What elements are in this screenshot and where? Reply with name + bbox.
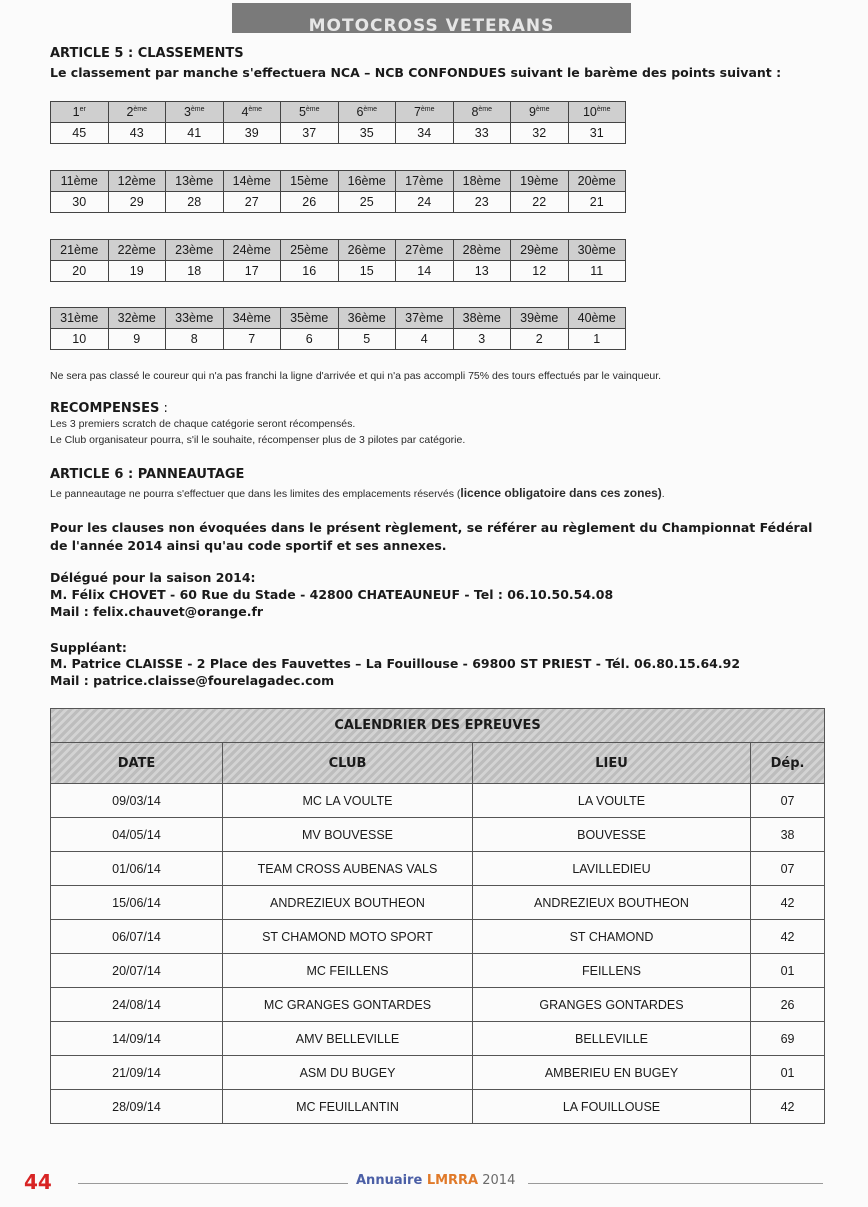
calendar-row bbox=[51, 920, 825, 954]
calendar-row bbox=[51, 818, 825, 852]
calendar-dep: 26 bbox=[751, 988, 825, 1022]
calendar-header-club: CLUB bbox=[223, 743, 473, 784]
calendar-club: MV BOUVESSE bbox=[223, 818, 473, 852]
points-table bbox=[50, 101, 626, 144]
points-cell: 15 bbox=[338, 261, 396, 282]
place-cell: 3ème bbox=[166, 102, 224, 123]
calendar-club: ST CHAMOND MOTO SPORT bbox=[223, 920, 473, 954]
points-cell: 9 bbox=[108, 329, 166, 350]
place-cell: 39ème bbox=[511, 308, 569, 329]
points-cell: 39 bbox=[223, 123, 281, 144]
points-cell: 30 bbox=[51, 192, 109, 213]
delegue-line1: M. Félix CHOVET - 60 Rue du Stade - 42800 CHATEAUNEUF - Tel : 06.10.50.54.08 bbox=[50, 587, 614, 602]
place-cell: 25ème bbox=[281, 240, 339, 261]
place-cell: 17ème bbox=[396, 171, 454, 192]
points-cell: 17 bbox=[223, 261, 281, 282]
points-cell: 1 bbox=[568, 329, 626, 350]
footer-title bbox=[356, 1173, 515, 1188]
calendar-title: CALENDRIER DES EPREUVES bbox=[51, 709, 825, 743]
calendar-lieu: ANDREZIEUX BOUTHEON bbox=[473, 886, 751, 920]
calendar-lieu: BOUVESSE bbox=[473, 818, 751, 852]
article6-title: ARTICLE 6 : PANNEAUTAGE bbox=[50, 467, 245, 482]
points-cell: 14 bbox=[396, 261, 454, 282]
classement-note: Ne sera pas classé le coureur qui n'a pas franchi la ligne d'arrivée et qui n'a pas accompli 75% des tours effectués par le vainqueur. bbox=[50, 370, 662, 382]
calendar-date: 15/06/14 bbox=[51, 886, 223, 920]
points-cell: 4 bbox=[396, 329, 454, 350]
place-cell: 8ème bbox=[453, 102, 511, 123]
points-cell: 24 bbox=[396, 192, 454, 213]
points-cell: 23 bbox=[453, 192, 511, 213]
footer-rule-right bbox=[528, 1183, 823, 1184]
recompenses-line1: Les 3 premiers scratch de chaque catégorie seront récompensés. bbox=[50, 418, 356, 430]
calendar-club: AMV BELLEVILLE bbox=[223, 1022, 473, 1056]
points-cell: 2 bbox=[511, 329, 569, 350]
calendar-club: MC FEILLENS bbox=[223, 954, 473, 988]
recompenses-sep: : bbox=[159, 401, 168, 416]
article5-intro: Le classement par manche s'effectuera NCA – NCB CONFONDUES suivant le barème des points suivant : bbox=[50, 65, 782, 80]
place-cell: 34ème bbox=[223, 308, 281, 329]
place-cell: 14ème bbox=[223, 171, 281, 192]
calendar-lieu: LAVILLEDIEU bbox=[473, 852, 751, 886]
place-cell: 5ème bbox=[281, 102, 339, 123]
points-cell: 45 bbox=[51, 123, 109, 144]
place-cell: 31ème bbox=[51, 308, 109, 329]
place-cell: 23ème bbox=[166, 240, 224, 261]
place-cell: 19ème bbox=[511, 171, 569, 192]
place-cell: 16ème bbox=[338, 171, 396, 192]
points-cell: 18 bbox=[166, 261, 224, 282]
calendar-lieu: FEILLENS bbox=[473, 954, 751, 988]
place-cell: 37ème bbox=[396, 308, 454, 329]
calendar-date: 09/03/14 bbox=[51, 784, 223, 818]
place-cell: 9ème bbox=[511, 102, 569, 123]
points-table bbox=[50, 170, 626, 213]
points-table bbox=[50, 239, 626, 282]
points-cell: 22 bbox=[511, 192, 569, 213]
calendar-row bbox=[51, 852, 825, 886]
place-cell: 4ème bbox=[223, 102, 281, 123]
clauses-line1: Pour les clauses non évoquées dans le présent règlement, se référer au règlement du Championnat Fédéral bbox=[50, 520, 813, 535]
points-cell: 33 bbox=[453, 123, 511, 144]
article6-end: . bbox=[661, 488, 665, 500]
place-cell: 26ème bbox=[338, 240, 396, 261]
calendar-date: 28/09/14 bbox=[51, 1090, 223, 1124]
points-cell: 28 bbox=[166, 192, 224, 213]
calendar-lieu: AMBERIEU EN BUGEY bbox=[473, 1056, 751, 1090]
article6-bold: licence obligatoire dans ces zones) bbox=[460, 486, 662, 500]
calendar-dep: 42 bbox=[751, 1090, 825, 1124]
points-cell: 26 bbox=[281, 192, 339, 213]
points-cell: 6 bbox=[281, 329, 339, 350]
points-cell: 35 bbox=[338, 123, 396, 144]
clauses-line2: de l'année 2014 ainsi qu'au code sportif et ses annexes. bbox=[50, 538, 447, 553]
place-cell: 12ème bbox=[108, 171, 166, 192]
calendar-date: 01/06/14 bbox=[51, 852, 223, 886]
calendar-header-dep: Dép. bbox=[751, 743, 825, 784]
delegue-mail: Mail : felix.chauvet@orange.fr bbox=[50, 604, 264, 619]
points-cell: 20 bbox=[51, 261, 109, 282]
footer-lmrra: LMRRA bbox=[426, 1173, 479, 1188]
delegue-title: Délégué pour la saison 2014: bbox=[50, 570, 256, 585]
calendar-club: TEAM CROSS AUBENAS VALS bbox=[223, 852, 473, 886]
article5-title: ARTICLE 5 : CLASSEMENTS bbox=[50, 46, 244, 61]
calendar-date: 04/05/14 bbox=[51, 818, 223, 852]
calendar-date: 21/09/14 bbox=[51, 1056, 223, 1090]
place-cell: 2ème bbox=[108, 102, 166, 123]
calendar-lieu: ST CHAMOND bbox=[473, 920, 751, 954]
calendar-row bbox=[51, 1056, 825, 1090]
points-cell: 3 bbox=[453, 329, 511, 350]
calendar-dep: 07 bbox=[751, 784, 825, 818]
calendar-row bbox=[51, 886, 825, 920]
points-cell: 16 bbox=[281, 261, 339, 282]
place-cell: 7ème bbox=[396, 102, 454, 123]
calendar-club: ASM DU BUGEY bbox=[223, 1056, 473, 1090]
points-cell: 7 bbox=[223, 329, 281, 350]
place-cell: 22ème bbox=[108, 240, 166, 261]
place-cell: 29ème bbox=[511, 240, 569, 261]
points-cell: 10 bbox=[51, 329, 109, 350]
place-cell: 32ème bbox=[108, 308, 166, 329]
points-cell: 25 bbox=[338, 192, 396, 213]
calendar-club: MC LA VOULTE bbox=[223, 784, 473, 818]
place-cell: 40ème bbox=[568, 308, 626, 329]
points-cell: 37 bbox=[281, 123, 339, 144]
points-cell: 11 bbox=[568, 261, 626, 282]
points-cell: 19 bbox=[108, 261, 166, 282]
place-cell: 21ème bbox=[51, 240, 109, 261]
calendar-header-lieu: LIEU bbox=[473, 743, 751, 784]
suppleant-line1: M. Patrice CLAISSE - 2 Place des Fauvettes – La Fouillouse - 69800 ST PRIEST - Tél. 06.80.15.64.92 bbox=[50, 656, 741, 671]
calendar-body bbox=[51, 784, 825, 1124]
calendar-lieu: LA VOULTE bbox=[473, 784, 751, 818]
calendar-row bbox=[51, 988, 825, 1022]
place-cell: 33ème bbox=[166, 308, 224, 329]
points-cell: 8 bbox=[166, 329, 224, 350]
calendar-header-date: DATE bbox=[51, 743, 223, 784]
calendar-lieu: LA FOUILLOUSE bbox=[473, 1090, 751, 1124]
points-cell: 13 bbox=[453, 261, 511, 282]
footer-annuaire: Annuaire bbox=[356, 1173, 427, 1188]
article6-text bbox=[50, 486, 665, 500]
place-cell: 28ème bbox=[453, 240, 511, 261]
points-cell: 21 bbox=[568, 192, 626, 213]
points-cell: 12 bbox=[511, 261, 569, 282]
suppleant-title: Suppléant: bbox=[50, 640, 127, 655]
points-cell: 34 bbox=[396, 123, 454, 144]
calendar-date: 24/08/14 bbox=[51, 988, 223, 1022]
place-cell: 6ème bbox=[338, 102, 396, 123]
article6-body: Le panneautage ne pourra s'effectuer que dans les limites des emplacements réservés ( bbox=[50, 488, 461, 500]
calendar-club: ANDREZIEUX BOUTHEON bbox=[223, 886, 473, 920]
calendar-row bbox=[51, 1090, 825, 1124]
points-cell: 32 bbox=[511, 123, 569, 144]
calendar-club: MC FEUILLANTIN bbox=[223, 1090, 473, 1124]
recompenses-title: RECOMPENSES bbox=[50, 401, 160, 416]
calendar-dep: 01 bbox=[751, 954, 825, 988]
calendar-date: 14/09/14 bbox=[51, 1022, 223, 1056]
calendar-date: 06/07/14 bbox=[51, 920, 223, 954]
place-cell: 13ème bbox=[166, 171, 224, 192]
section-banner: MOTOCROSS VETERANS bbox=[232, 3, 631, 33]
place-cell: 27ème bbox=[396, 240, 454, 261]
place-cell: 24ème bbox=[223, 240, 281, 261]
suppleant-mail: Mail : patrice.claisse@fourelagadec.com bbox=[50, 673, 335, 688]
calendar-row bbox=[51, 1022, 825, 1056]
place-cell: 10ème bbox=[568, 102, 626, 123]
place-cell: 38ème bbox=[453, 308, 511, 329]
points-cell: 31 bbox=[568, 123, 626, 144]
calendar-row bbox=[51, 954, 825, 988]
points-cell: 5 bbox=[338, 329, 396, 350]
calendar-table bbox=[50, 708, 825, 1124]
calendar-lieu: BELLEVILLE bbox=[473, 1022, 751, 1056]
points-cell: 43 bbox=[108, 123, 166, 144]
calendar-dep: 42 bbox=[751, 920, 825, 954]
calendar-lieu: GRANGES GONTARDES bbox=[473, 988, 751, 1022]
place-cell: 18ème bbox=[453, 171, 511, 192]
place-cell: 30ème bbox=[568, 240, 626, 261]
calendar-dep: 42 bbox=[751, 886, 825, 920]
calendar-club: MC GRANGES GONTARDES bbox=[223, 988, 473, 1022]
calendar-date: 20/07/14 bbox=[51, 954, 223, 988]
calendar-row bbox=[51, 784, 825, 818]
footer-rule-left bbox=[78, 1183, 348, 1184]
points-cell: 41 bbox=[166, 123, 224, 144]
calendar-dep: 07 bbox=[751, 852, 825, 886]
calendar-dep: 69 bbox=[751, 1022, 825, 1056]
points-cell: 27 bbox=[223, 192, 281, 213]
recompenses-heading bbox=[50, 401, 168, 416]
points-table bbox=[50, 307, 626, 350]
footer-year: 2014 bbox=[478, 1173, 516, 1188]
calendar-dep: 01 bbox=[751, 1056, 825, 1090]
place-cell: 35ème bbox=[281, 308, 339, 329]
place-cell: 20ème bbox=[568, 171, 626, 192]
points-cell: 29 bbox=[108, 192, 166, 213]
page-number: 44 bbox=[24, 1170, 52, 1194]
place-cell: 15ème bbox=[281, 171, 339, 192]
place-cell: 1er bbox=[51, 102, 109, 123]
recompenses-line2: Le Club organisateur pourra, s'il le souhaite, récompenser plus de 3 pilotes par catégorie. bbox=[50, 434, 466, 446]
calendar-dep: 38 bbox=[751, 818, 825, 852]
place-cell: 11ème bbox=[51, 171, 109, 192]
place-cell: 36ème bbox=[338, 308, 396, 329]
